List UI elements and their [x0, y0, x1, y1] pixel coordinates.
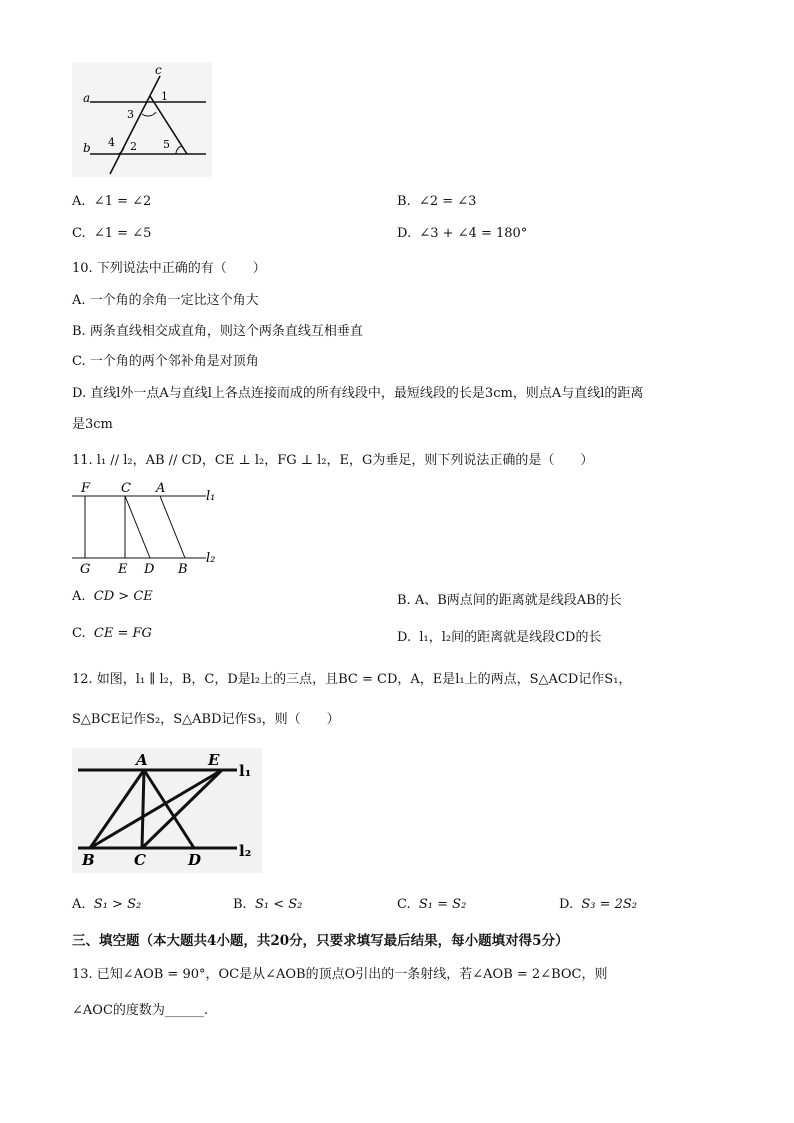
fig11-label-e: E [118, 562, 128, 577]
fig11-label-c: C [121, 481, 131, 496]
q13-line2: ∠AOC的度数为______. [72, 1003, 209, 1018]
fig9-label-c: c [155, 63, 162, 77]
fig12-label-c: C [134, 851, 146, 869]
fig9-label-3: 3 [127, 108, 134, 121]
fig9-label-2: 2 [130, 140, 137, 153]
q9-option-d: D. ∠3 + ∠4 = 180° [397, 226, 528, 241]
fig11-label-f: F [81, 481, 91, 496]
q13-line1: 13. 已知∠AOB = 90°，OC是从∠AOB的顶点O引出的一条射线，若∠AOB = 2∠BOC，则 [72, 967, 608, 982]
q11-stem: 11. l₁ // l₂，AB // CD，CE ⊥ l₂，FG ⊥ l₂，E，G为垂足，则下列说法正确的是（ ） [72, 453, 594, 468]
fig12-label-e: E [208, 751, 220, 769]
fig9-label-5: 5 [163, 138, 170, 151]
q10-option-a: A. 一个角的余角一定比这个角大 [72, 293, 259, 308]
q10-option-c: C. 一个角的两个邻补角是对顶角 [72, 354, 259, 369]
fig12-label-l1: l₁ [239, 762, 252, 780]
q11-figure [68, 478, 228, 578]
q11-option-d: D. l₁，l₂间的距离就是线段CD的长 [397, 630, 602, 645]
fig11-label-b: B [178, 562, 188, 577]
q10-option-d-cont: 是3cm [72, 417, 113, 432]
q9-option-c: C. ∠1 = ∠5 [72, 226, 152, 241]
fig12-label-a: A [136, 751, 148, 769]
q12-option-b: B. S₁ < S₂ [233, 897, 303, 912]
fig11-label-l1: l₁ [206, 489, 216, 504]
fig11-label-a: A [156, 481, 166, 496]
q11-option-c: C. CE = FG [72, 626, 152, 641]
fig12-label-d: D [188, 851, 202, 869]
fig11-label-g: G [80, 562, 91, 577]
q9-figure [72, 62, 212, 177]
fig11-label-d: D [144, 562, 155, 577]
q12-figure [72, 748, 262, 873]
fig9-label-b: b [83, 141, 91, 155]
q12-stem-cont: S△BCE记作S₂，S△ABD记作S₃，则（ ） [72, 712, 340, 727]
q12-option-d: D. S₃ = 2S₂ [559, 897, 638, 912]
q12-stem: 12. 如图，l₁ ∥ l₂，B，C，D是l₂上的三点，且BC = CD，A，E是l₁上的两点，S△ACD记作S₁， [72, 672, 632, 687]
fig12-label-b: B [82, 851, 95, 869]
q9-option-b: B. ∠2 = ∠3 [397, 194, 477, 209]
q12-option-c: C. S₁ = S₂ [397, 897, 467, 912]
q12-option-a: A. S₁ > S₂ [72, 897, 142, 912]
q11-option-a: A. CD > CE [72, 589, 153, 604]
section-3-heading: 三、填空题（本大题共4小题，共20分，只要求填写最后结果，每小题填对得5分） [72, 933, 569, 949]
q10-option-b: B. 两条直线相交成直角，则这个两条直线互相垂直 [72, 324, 363, 339]
fig9-label-4: 4 [108, 136, 115, 149]
q9-option-a: A. ∠1 = ∠2 [72, 194, 152, 209]
q10-option-d: D. 直线l外一点A与直线l上各点连接而成的所有线段中，最短线段的长是3cm，则点A与直线l的距离 [72, 386, 644, 401]
fig12-label-l2: l₂ [239, 842, 252, 860]
fig9-label-1: 1 [161, 90, 168, 103]
fig9-label-a: a [83, 91, 91, 105]
fig11-label-l2: l₂ [206, 551, 216, 566]
q10-stem: 10. 下列说法中正确的有（ ） [72, 261, 266, 276]
q11-option-b: B. A、B两点间的距离就是线段AB的长 [397, 593, 622, 608]
